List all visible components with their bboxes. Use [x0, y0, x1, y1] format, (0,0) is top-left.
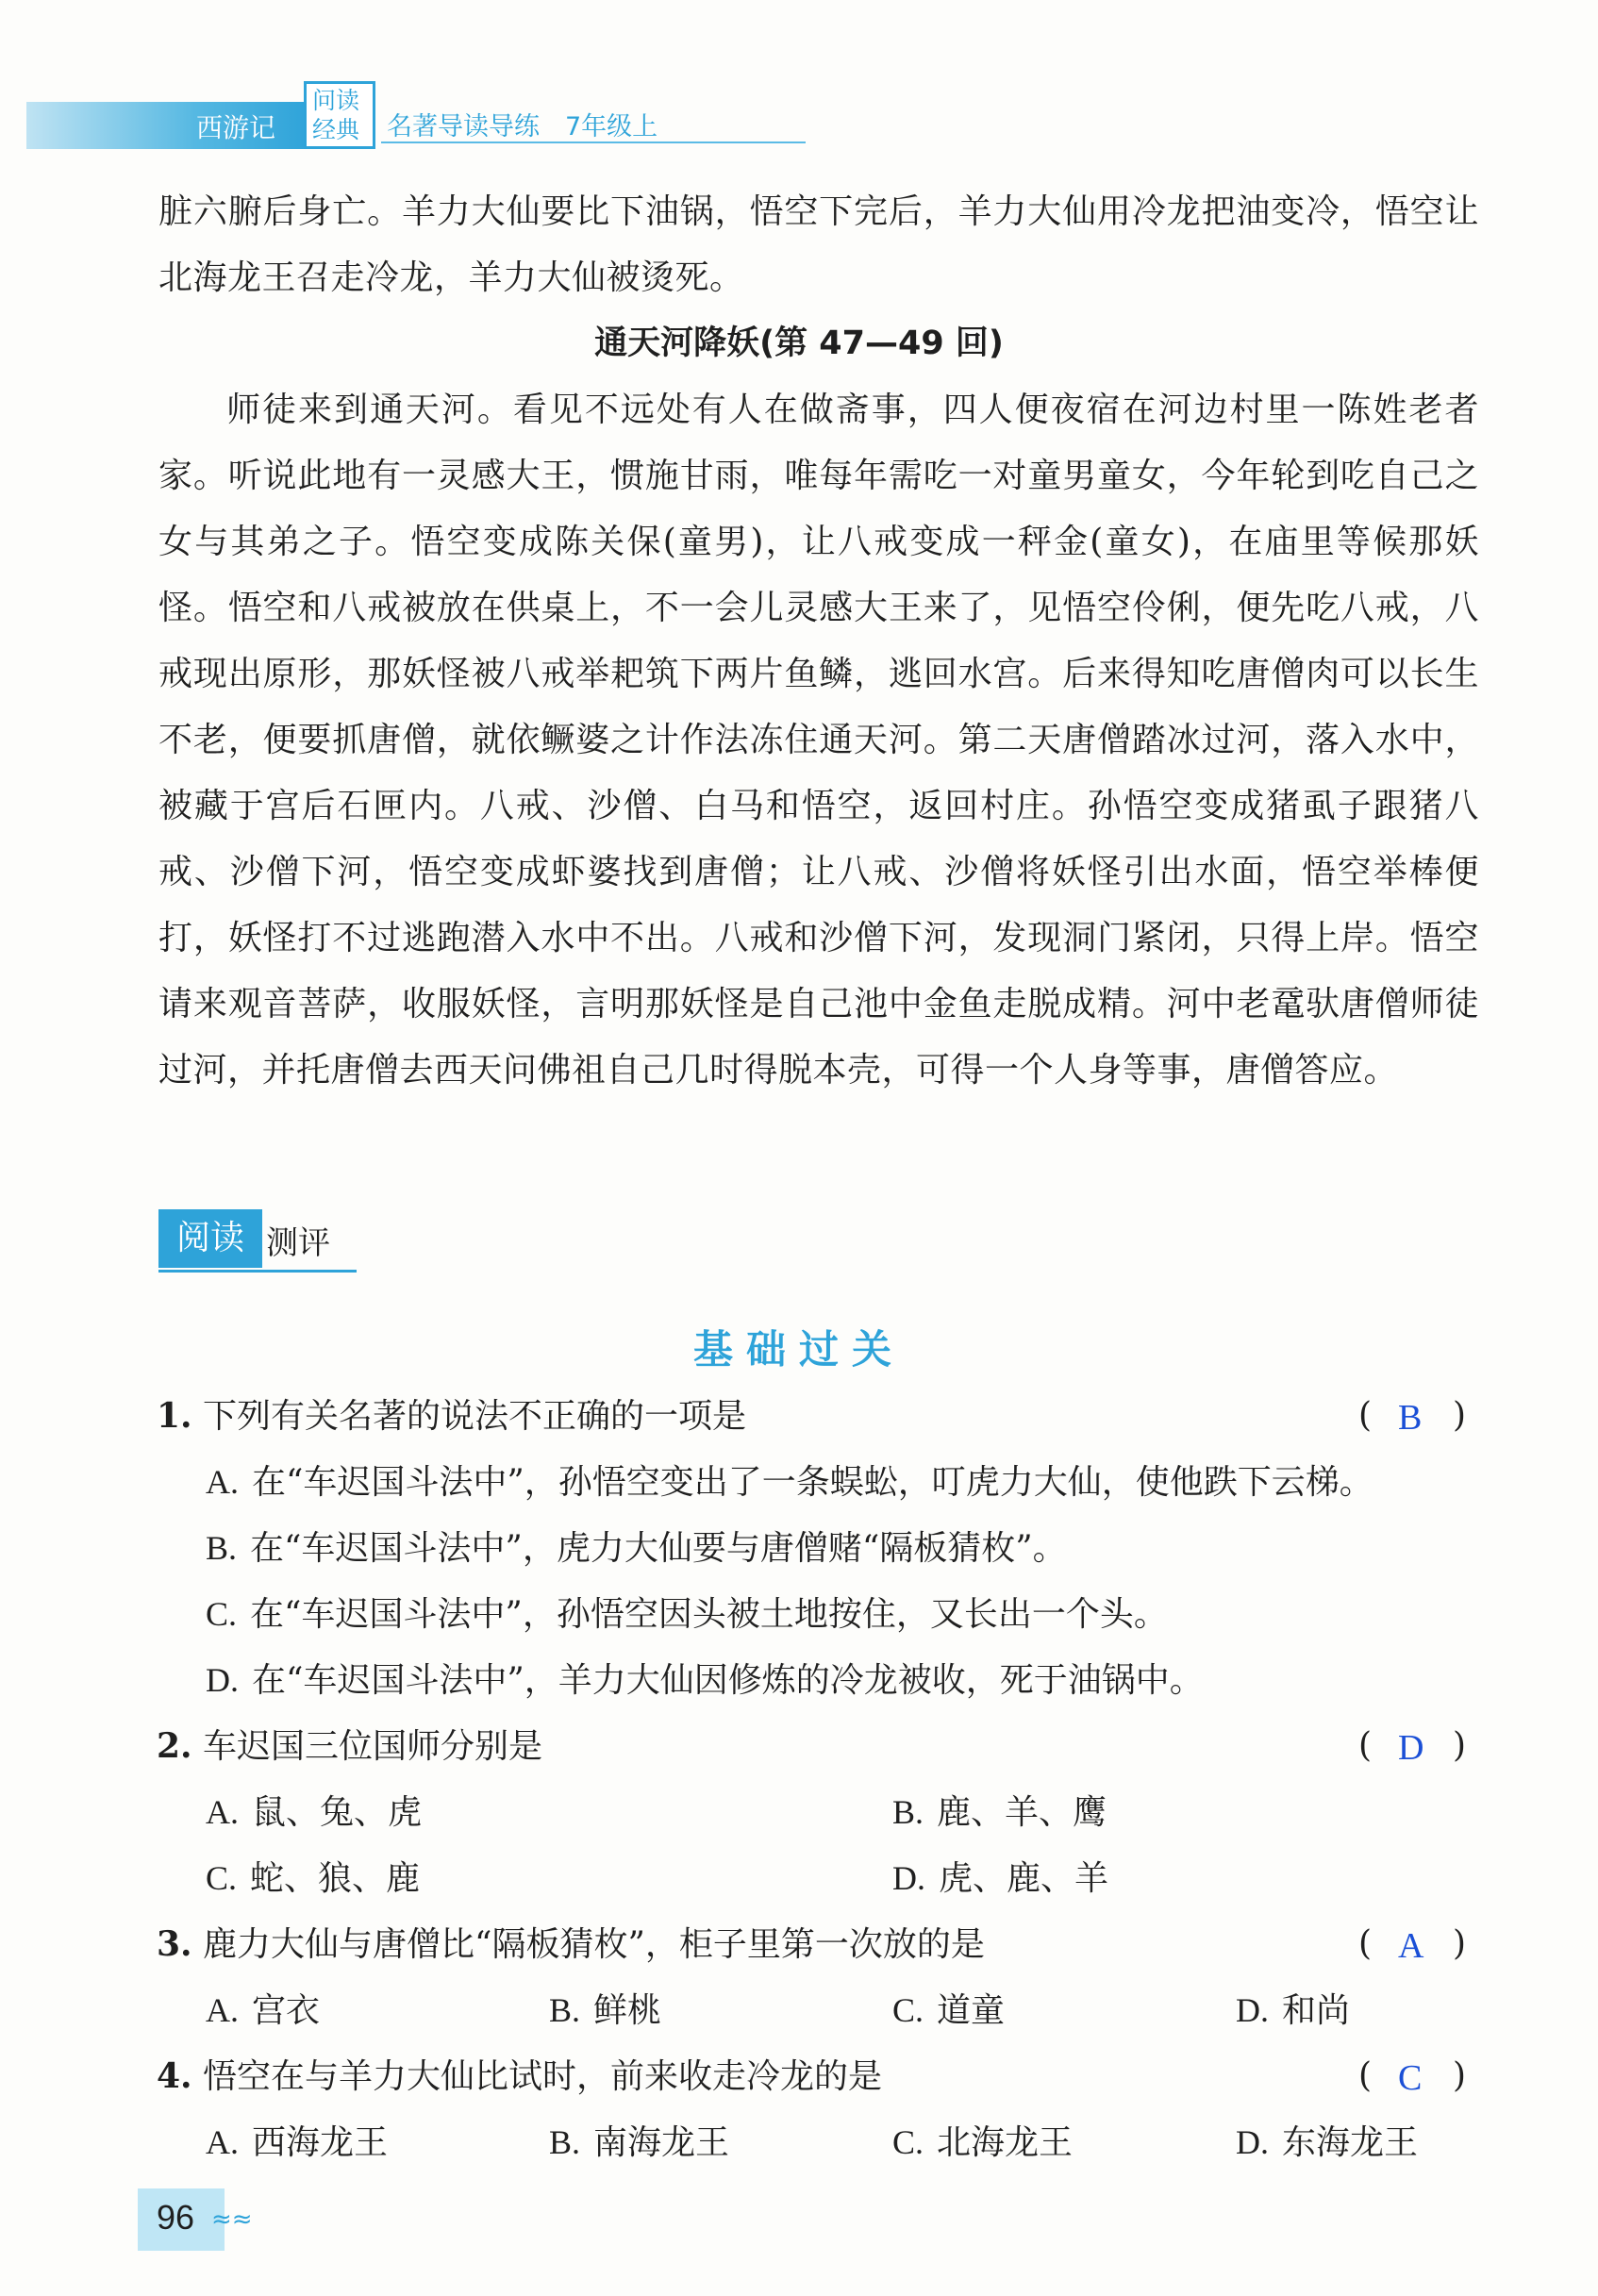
option-letter: D. — [206, 1661, 239, 1699]
bracket-close: ) — [1453, 1396, 1467, 1435]
option-letter: C. — [892, 2123, 924, 2161]
option-letter: A. — [206, 2123, 239, 2161]
option — [206, 1855, 420, 1903]
option-text: 道童 — [937, 1991, 1006, 2030]
question-stem: 车迟国三位国师分别是 — [203, 1727, 543, 1766]
option-letter: D. — [1236, 1991, 1269, 2029]
question-3 — [157, 1921, 985, 1969]
option-text: 在“车迟国斗法中”，孙悟空因头被土地按住，又长出一个头。 — [250, 1595, 1168, 1634]
option-letter: B. — [549, 2123, 581, 2161]
bracket-open: ( — [1358, 1924, 1373, 1963]
continuation-paragraph: 脏六腑后身亡。羊力大仙要比下油锅，悟空下完后，羊力大仙用冷龙把油变冷，悟空让北海龙王召走冷龙，羊力大仙被烫死。 — [158, 192, 1479, 297]
option-text: 虎、鹿、羊 — [939, 1859, 1109, 1898]
option-letter: C. — [892, 1991, 924, 2029]
option — [206, 1590, 1168, 1639]
question-4 — [157, 2053, 882, 2101]
bracket-close: ) — [1453, 1726, 1467, 1765]
option — [1236, 1987, 1350, 2035]
option-text: 在“车迟国斗法中”，孙悟空变出了一条蜈蚣，叮虎力大仙，使他跌下云梯。 — [252, 1463, 1373, 1502]
question-number: 4. — [157, 2056, 192, 2096]
question-stem: 下列有关名著的说法不正确的一项是 — [203, 1397, 747, 1436]
answer-bracket — [1358, 2053, 1472, 2100]
reading-tag-box: 阅读 — [158, 1209, 262, 1268]
option — [892, 2119, 1073, 2167]
option — [206, 1458, 1373, 1506]
option — [892, 1855, 1108, 1903]
logo-line-1: 问读 — [312, 87, 360, 114]
answer-bracket — [1358, 1722, 1472, 1770]
option-letter: A. — [206, 1793, 239, 1831]
option-letter: B. — [549, 1991, 581, 2029]
option-letter: B. — [206, 1529, 238, 1567]
option — [892, 1789, 1107, 1837]
answer-bracket — [1358, 1392, 1472, 1439]
section-title: 通天河降妖(第 47—49 回) — [594, 324, 1004, 362]
bracket-open: ( — [1358, 1396, 1373, 1435]
option-text: 东海龙王 — [1282, 2123, 1419, 2162]
sub-heading: 基础过关 — [692, 1326, 905, 1373]
header-divider — [381, 141, 806, 143]
reading-tag-underline — [158, 1270, 357, 1273]
option-text: 西海龙王 — [252, 2123, 389, 2162]
option — [206, 2119, 388, 2167]
option-text: 在“车迟国斗法中”，虎力大仙要与唐僧赌“隔板猜枚”。 — [250, 1529, 1067, 1568]
page-number: 96 — [157, 2198, 195, 2237]
answer-bracket — [1358, 1921, 1472, 1968]
option — [206, 1524, 1067, 1572]
book-title: 西游记 — [196, 112, 276, 143]
question-stem: 鹿力大仙与唐僧比“隔板猜枚”，柜子里第一次放的是 — [203, 1925, 985, 1964]
option-text: 鹿、羊、鹰 — [937, 1793, 1107, 1832]
question-stem: 悟空在与羊力大仙比试时，前来收走冷龙的是 — [203, 2057, 883, 2096]
series-logo — [304, 81, 375, 149]
option-text: 宫衣 — [252, 1991, 321, 2030]
question-number: 1. — [157, 1396, 192, 1436]
option — [206, 1987, 320, 2035]
option — [549, 2119, 729, 2167]
question-number: 2. — [157, 1726, 192, 1766]
logo-line-2: 经典 — [312, 116, 360, 143]
option-text: 鲜桃 — [593, 1991, 662, 2030]
option-letter: D. — [1236, 2123, 1269, 2161]
answer-letter: A — [1398, 1926, 1424, 1966]
option-letter: C. — [206, 1859, 238, 1897]
option-text: 鼠、兔、虎 — [252, 1793, 423, 1832]
question-number: 3. — [157, 1924, 192, 1964]
option-letter: C. — [206, 1595, 238, 1633]
option-text: 蛇、狼、鹿 — [250, 1859, 421, 1898]
reading-tag-text: 测评 — [266, 1224, 330, 1262]
option-text: 和尚 — [1282, 1991, 1351, 2030]
option-letter: A. — [206, 1991, 239, 2029]
option — [549, 1987, 661, 2035]
wave-ornament: ≈≈ — [211, 2205, 253, 2234]
option-letter: B. — [892, 1793, 924, 1831]
answer-letter: D — [1398, 1728, 1424, 1768]
option — [1236, 2119, 1418, 2167]
option-text: 南海龙王 — [593, 2123, 730, 2162]
option-letter: A. — [206, 1463, 239, 1501]
bracket-open: ( — [1358, 1726, 1373, 1765]
bracket-open: ( — [1358, 2056, 1373, 2095]
option — [206, 1656, 1204, 1705]
option-text: 北海龙王 — [937, 2123, 1074, 2162]
answer-letter: C — [1398, 2058, 1423, 2098]
question-2 — [157, 1722, 542, 1771]
bracket-close: ) — [1453, 1924, 1467, 1963]
option — [892, 1987, 1005, 2035]
option — [206, 1789, 422, 1837]
header-subtitle: 名著导读导练 7年级上 — [387, 112, 658, 141]
section-paragraph: 师徒来到通天河。看见不远处有人在做斋事，四人便夜宿在河边村里一陈姓老者家。听说此地有一灵感大王，惯施甘雨，唯每年需吃一对童男童女，今年轮到吃自己之女与其弟之子。悟空变成陈关保(童男)，让八戒变成一秤金(童女)，在庙里等候那妖怪。悟空和八戒被放在供桌上，不一会儿灵感大王来了，见悟空伶俐，便先吃八戒，八戒现出原形，那妖怪被八戒举耙筑下两片鱼鳞，逃回水宫。后来得知吃唐僧肉可以长生不老，便要抓唐僧，就依鳜婆之计作法冻住通天河。第二天唐僧踏冰过河，落入水中，被藏于宫后石匣内。八戒、沙僧、白马和悟空，返回村庄。孙悟空变成猪虱子跟猪八戒、沙僧下河，悟空变成虾婆找到唐僧；让八戒、沙僧将妖怪引出水面，悟空举棒便打，妖怪打不过逃跑潜入水中不出。八戒和沙僧下河，发现洞门紧闭，只得上岸。悟空请来观音菩萨，收服妖怪，言明那妖怪是自己池中金鱼走脱成精。河中老鼋驮唐僧师徒过河，并托唐僧去西天问佛祖自己几时得脱本壳，可得一个人身等事，唐僧答应。 — [158, 391, 1479, 1090]
option-letter: D. — [892, 1859, 925, 1897]
question-1 — [157, 1392, 746, 1440]
option-text: 在“车迟国斗法中”，羊力大仙因修炼的冷龙被收，死于油锅中。 — [252, 1661, 1204, 1700]
bracket-close: ) — [1453, 2056, 1467, 2095]
answer-letter: B — [1398, 1398, 1423, 1438]
